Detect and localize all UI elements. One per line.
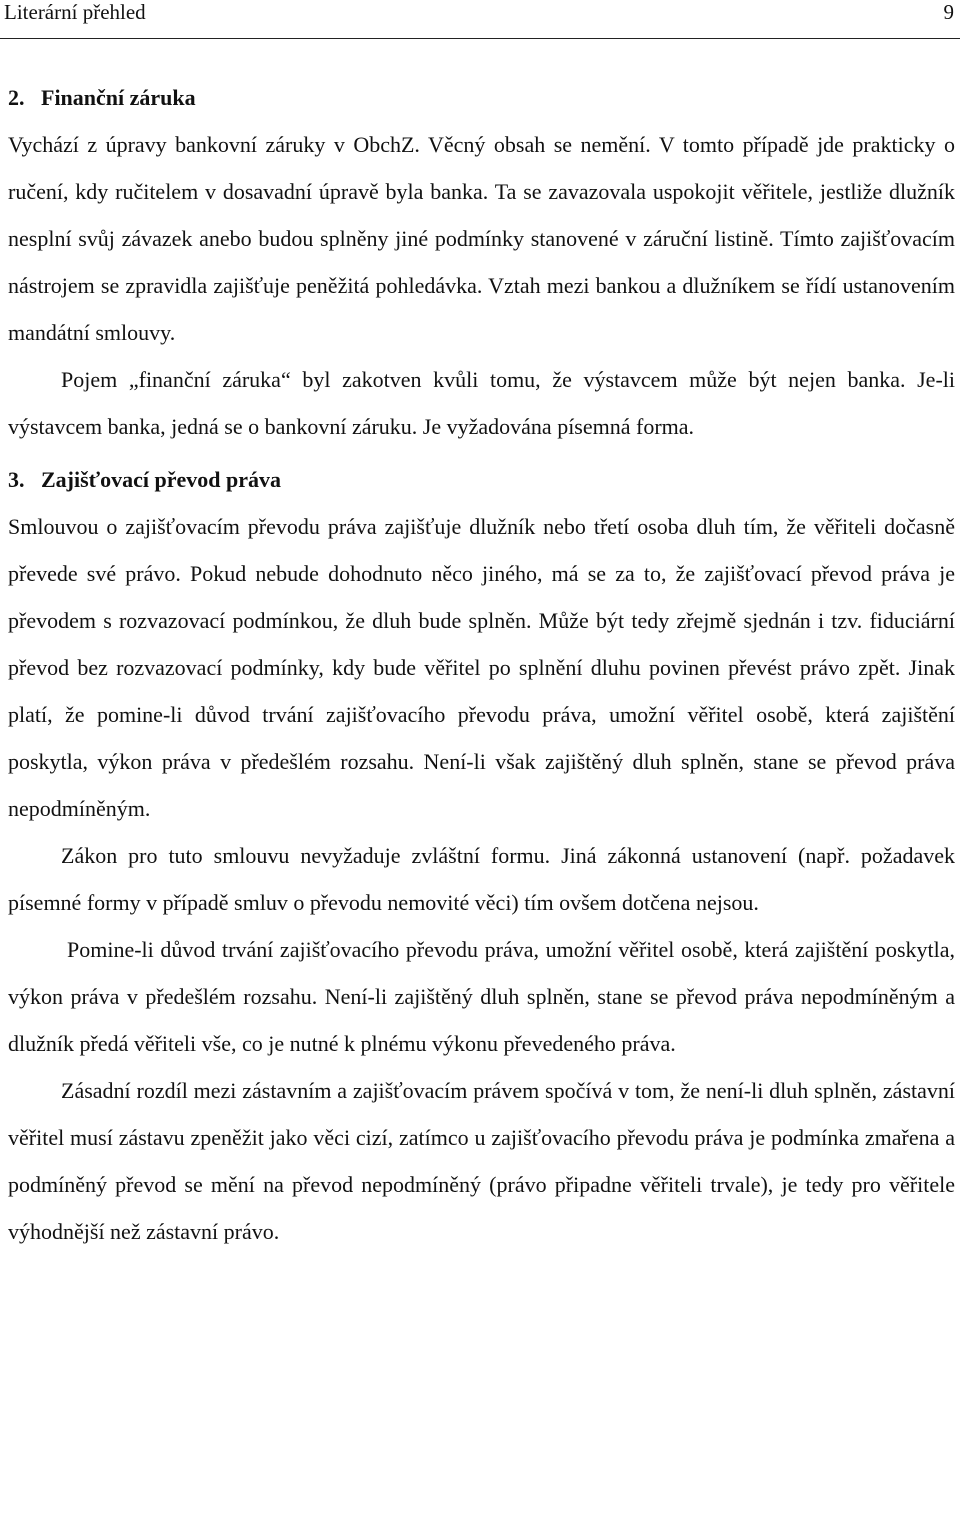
running-title: Literární přehled [4,0,146,24]
paragraph: Smlouvou o zajišťovacím převodu práva zajišťuje dlužník nebo třetí osoba dluh tím, že věřiteli dočasně převede své právo. Pokud nebude dohodnuto něco jiného, má se za to, že zajišťovací převod práva je převodem s rozvazovací podmínkou, že dluh bude splněn. Může být tedy zřejmě sjednán i tzv. fiduciární převod bez rozvazovací podmínky, kdy bude věřitel po splnění dluhu povinen převést právo zpět. Jinak platí, že pomine-li důvod trvání zajišťovacího převodu práva, umožní věřitel osobě, která zajištění poskytla, výkon práva v předešlém rozsahu. Není-li však zajištěný dluh splněn, stane se převod práva nepodmíněným. [8,514,955,821]
paragraph: Pomine-li důvod trvání zajišťovacího převodu práva, umožní věřitel osobě, která zajištění poskytla, výkon práva v předešlém rozsahu. Není-li zajištěný dluh splněn, stane se převod práva nepodmíněným a dlužník předá věřiteli vše, co je nutné k plnému výkonu převedeného práva. [8,937,955,1056]
paragraph: Pojem „finanční záruka“ byl zakotven kvůli tomu, že výstavcem může být nejen banka. Je-li výstavcem banka, jedná se o bankovní záruku. Je vyžadována písemná forma. [8,367,955,439]
section-number: 2. [8,85,25,110]
paragraph: Zásadní rozdíl mezi zástavním a zajišťovacím právem spočívá v tom, že není-li dluh splněn, zástavní věřitel musí zástavu zpeněžit jako věci cizí, zatímco u zajišťovacího převodu práva je podmínka zmařena a podmíněný převod se mění na převod nepodmíněný (právo připadne věřiteli trvale), je tedy pro věřitele výhodnější než zástavní právo. [8,1078,955,1244]
section-number: 3. [8,467,25,492]
paragraph: Zákon pro tuto smlouvu nevyžaduje zvláštní formu. Jiná zákonná ustanovení (např. požadavek písemné formy v případě smluv o převodu nemovité věci) tím ovšem dotčena nejsou. [8,843,955,915]
page-header [0,0,960,39]
section-heading-3 [8,456,955,503]
section-title: Zajišťovací převod práva [41,467,282,492]
section-title: Finanční záruka [41,85,196,110]
section-heading-2 [8,74,955,121]
page-number: 9 [943,0,954,24]
document-body [8,74,955,1255]
paragraph: Vychází z úpravy bankovní záruky v ObchZ. Věcný obsah se nemění. V tomto případě jde prakticky o ručení, kdy ručitelem v dosavadní úpravě byla banka. Ta se zavazovala uspokojit věřitele, jestliže dlužník nesplní svůj závazek anebo budou splněny jiné podmínky stanovené v záruční listině. Tímto zajišťovacím nástrojem se zpravidla zajišťuje peněžitá pohledávka. Vztah mezi bankou a dlužníkem se řídí ustanovením mandátní smlouvy. [8,132,955,345]
